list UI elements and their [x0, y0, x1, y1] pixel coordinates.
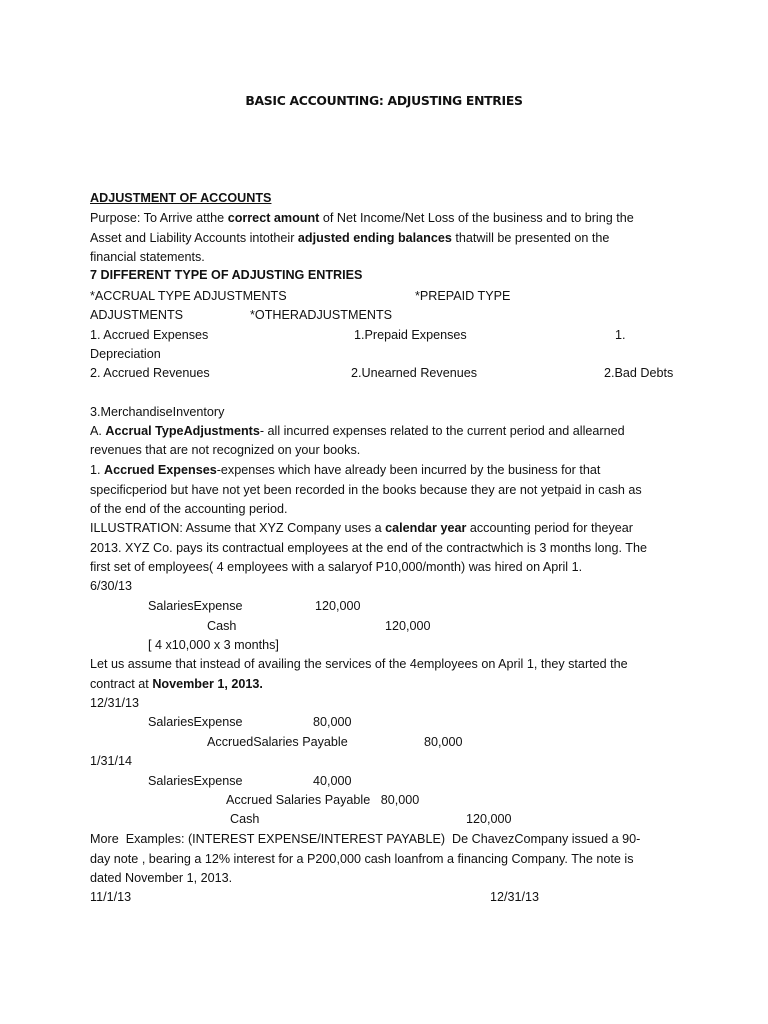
type-header-other: *OTHERADJUSTMENTS: [250, 308, 393, 322]
text-span: thatwill be presented on the: [451, 231, 610, 245]
entry-cash-amount: 120,000: [466, 812, 512, 826]
entry-cash-account: Cash: [230, 812, 260, 826]
type-item-unearned-revenues: 2.Unearned Revenues: [351, 366, 478, 380]
entry-credit-line: Accrued Salaries Payable 80,000: [226, 793, 420, 807]
text-span: 1.: [90, 463, 105, 477]
illustration-line-2: 2013. XYZ Co. pays its contractual employees at the end of the contractwhich is 3 months long. The: [90, 541, 647, 555]
accrued-expenses-line-2: specificperiod but have not yet been recorded in the books because they are not yetpaid in cash as: [90, 483, 642, 497]
type-item-merchandise-inventory: 3.MerchandiseInventory: [90, 405, 225, 419]
section-a-line-2: revenues that are not recognized on your books.: [90, 443, 361, 457]
entry-debit-amount: 120,000: [315, 599, 361, 613]
text-span: Purpose: To Arrive atthe: [90, 211, 228, 225]
text-span: contract at: [90, 677, 153, 691]
entry-debit-amount: 80,000: [313, 715, 352, 729]
types-heading: 7 DIFFERENT TYPE OF ADJUSTING ENTRIES: [90, 268, 363, 282]
text-span: of Net Income/Net Loss of the business and to bring the: [319, 211, 634, 225]
text-span: A.: [90, 424, 106, 438]
entry-credit-account: AccruedSalaries Payable: [207, 735, 348, 749]
document-title: BASIC ACCOUNTING: ADJUSTING ENTRIES: [245, 93, 523, 108]
entry-credit-amount: 80,000: [424, 735, 463, 749]
section-a-line-1: [90, 423, 625, 439]
illustration-line-3: first set of employees( 4 employees with a salaryof P10,000/month) was hired on April 1.: [90, 560, 583, 574]
illustration-line-1: [90, 520, 633, 536]
entry-date: 12/31/13: [90, 696, 140, 710]
type-header-accrual: *ACCRUAL TYPE ADJUSTMENTS: [90, 289, 287, 303]
text-span: - all incurred expenses related to the current period and allearned: [259, 424, 625, 438]
entry-credit-amount: 120,000: [385, 619, 431, 633]
entry-debit-amount: 40,000: [313, 774, 352, 788]
footer-date-left: 11/1/13: [90, 890, 132, 904]
entry-date: 6/30/13: [90, 579, 133, 593]
bold-term: Accrued Expenses: [104, 463, 217, 477]
type-item-accrued-expenses: 1. Accrued Expenses: [90, 328, 209, 342]
assume-line-1: Let us assume that instead of availing the services of the 4employees on April 1, they started the: [90, 657, 628, 671]
type-item-prepaid-expenses: 1.Prepaid Expenses: [354, 328, 467, 342]
purpose-line-2: [90, 230, 609, 246]
text-span: -expenses which have already been incurred by the business for that: [216, 463, 601, 477]
purpose-line-3: financial statements.: [90, 250, 205, 264]
entry-computation-note: [ 4 x10,000 x 3 months]: [148, 638, 279, 652]
more-examples-line-3: dated November 1, 2013.: [90, 871, 233, 885]
text-span: accounting period for theyear: [466, 521, 633, 535]
type-item-depreciation: Depreciation: [90, 347, 161, 361]
entry-credit-account: Cash: [207, 619, 237, 633]
purpose-line-1: [90, 210, 634, 226]
more-examples-line-1: More Examples: (INTEREST EXPENSE/INTEREST PAYABLE) De ChavezCompany issued a 90-: [90, 832, 641, 846]
accrued-expenses-line-1: [90, 462, 600, 478]
bold-term: calendar year: [385, 521, 467, 535]
entry-debit-account: SalariesExpense: [148, 774, 243, 788]
type-item-accrued-revenues: 2. Accrued Revenues: [90, 366, 210, 380]
accrued-expenses-line-3: of the end of the accounting period.: [90, 502, 288, 516]
entry-debit-account: SalariesExpense: [148, 715, 243, 729]
text-span: ILLUSTRATION: Assume that XYZ Company uses a: [90, 521, 386, 535]
bold-term: Accrual TypeAdjustments: [105, 424, 260, 438]
type-item-number: 1.: [615, 328, 626, 342]
entry-date: 1/31/14: [90, 754, 133, 768]
section-heading-adjustment: ADJUSTMENT OF ACCOUNTS: [90, 191, 272, 205]
bold-term: adjusted ending balances: [297, 231, 452, 245]
type-header-adjustments: ADJUSTMENTS: [90, 308, 184, 322]
footer-date-right: 12/31/13: [490, 890, 540, 904]
text-span: Asset and Liability Accounts intotheir: [90, 231, 298, 245]
more-examples-line-2: day note , bearing a 12% interest for a P200,000 cash loanfrom a financing Company. The note is: [90, 852, 634, 866]
bold-term: November 1, 2013.: [152, 677, 263, 691]
bold-term: correct amount: [227, 211, 320, 225]
type-item-bad-debts: 2.Bad Debts: [604, 366, 674, 380]
type-header-prepaid: *PREPAID TYPE: [415, 289, 511, 303]
assume-line-2: [90, 676, 263, 692]
entry-debit-account: SalariesExpense: [148, 599, 243, 613]
